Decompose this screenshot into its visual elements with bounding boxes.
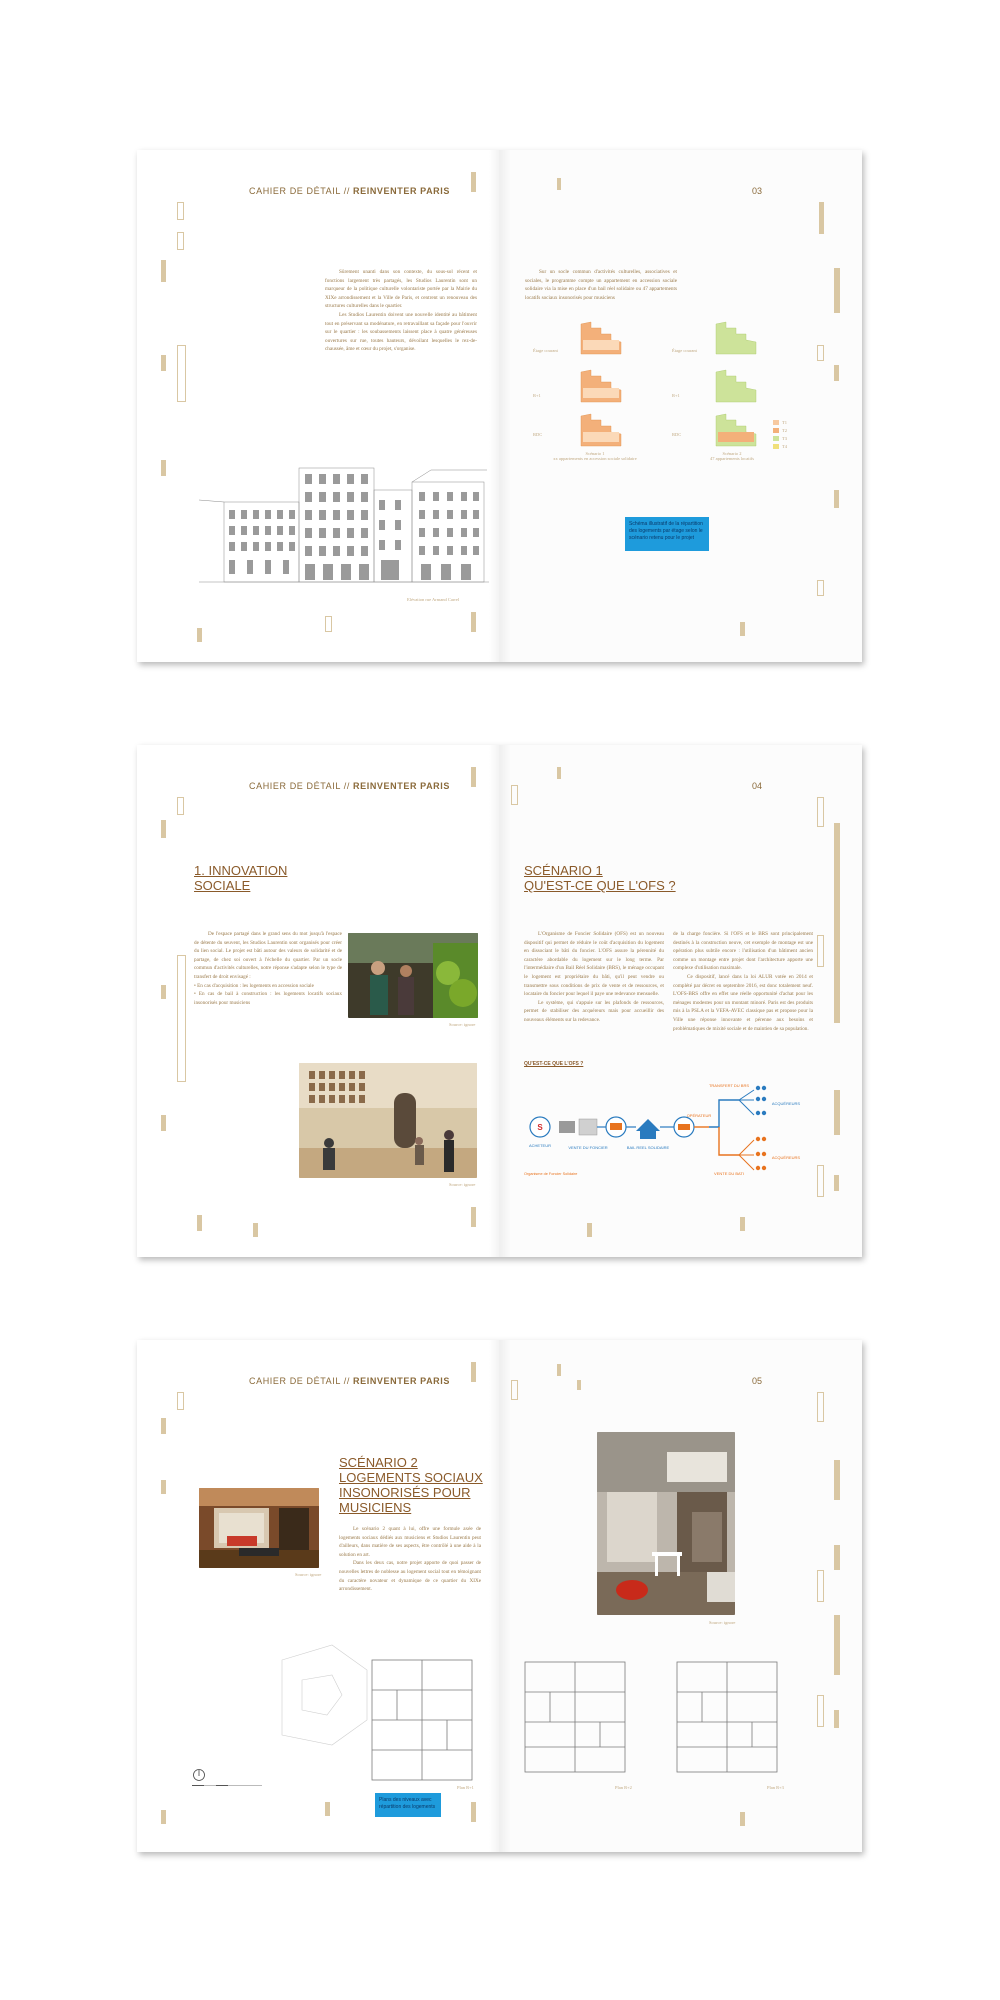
blue-annotation-note: Schéma illustratif de la répartition des logements par étage selon le scénario retenu pour le projet — [625, 517, 709, 551]
bullet-item: • En cas d'acquisition : les logements en accession sociale — [194, 982, 314, 989]
deco-outline-bar — [177, 345, 186, 402]
photo-caption: Source: ignore — [449, 1022, 476, 1027]
deco-bar — [557, 178, 561, 190]
deco-bar — [161, 820, 166, 838]
deco-bar — [834, 490, 839, 508]
bullet-item: • En cas de bail à construction : les logements locatifs sociaux insonorisés pour musiciens — [194, 991, 342, 1006]
floor-label: R+1 — [533, 393, 541, 398]
spread-page-04 — [137, 745, 862, 1257]
scenario-2-text: Le scénario 2 quant à lui, offre une formule axée de logements sociaux dédiés aux musiciens et Studios Laurentin peut d'ailleurs, dans matière de ses aspects, être contrôlé à une aide à la solution en art. Dans les deux cas, notre projet apporte de quoi passer de nouvelles lettres de noblesse au logement social tout en témoignant du caractère novateur et dynamique de ce quartier du XIXe arrondissement. — [339, 1526, 481, 1593]
deco-bar — [471, 612, 476, 632]
deco-bar — [834, 1460, 840, 1500]
deco-bar — [740, 1812, 745, 1826]
diagram-caption-left: Scénario 1 xx appartements en accession sociale solidaire — [553, 451, 637, 461]
deco-outline-bar — [817, 797, 824, 827]
floor-diagram-scenario-2 — [712, 320, 762, 450]
plan-caption: Plan R+2 — [615, 1785, 632, 1790]
deco-outline-bar — [817, 1570, 824, 1602]
floor-plan-middle — [515, 1652, 635, 1782]
ofs-link[interactable]: QU'EST-CE QUE L'OFS ? — [524, 1061, 584, 1067]
svg-text:S: S — [537, 1123, 543, 1132]
floor-label: Étage courant — [533, 348, 558, 353]
deco-bar — [161, 1480, 166, 1494]
floor-plan-left — [272, 1640, 482, 1790]
ofs-text-col1: L'Organisme de Foncier Solidaire (OFS) est un nouveau dispositif qui permet de réduire le coût d'acquisition du logement en dissociant le bâti du foncier. L'OFS assure la pérennité du caractère abordable du logement sur le long terme. Par l'intermédiaire d'un Bail Réel Solidaire (BRS), le ménage occupant le logement est propriétaire du bâti, qu'il peut vendre ou transmettre sous conditions de prix de vente et de ressources, et locataire du foncier pour lequel il paye une redevance mensuelle. Le système, qui s'appuie sur les plafonds de ressources, permet de stabiliser des acquéreurs mais pour accueillir des nouveaux éléments sur la redevance. — [524, 931, 664, 1023]
section-title-scenario-1: SCÉNARIO 1 QU'EST-CE QUE L'OFS ? — [524, 863, 676, 893]
running-header: CAHIER DE DÉTAIL // REINVENTER PARIS — [249, 186, 450, 196]
photo-recording-studio — [199, 1488, 319, 1568]
deco-bar — [471, 1207, 476, 1227]
intro-text: Sûrement unanti dans son contexte, du sous-sol récent et fonctions largement très partagés, les Studios Laurentin sont un marqueur de la politique culturelle volontariste portée par la Mairie du XIXe arrondissement et la Ville de Paris, et centrent un renouveau des structures culturelles dans le quartier. Les Studios Laurentin doivent une nouvelle identité au bâtiment tout en préservant sa modénature, en retravaillant sa façade pour l'ouvrir sur le quartier : les soubassements laissent place à quatre généreuses ouvertures sur rue, toutes hauteurs, dévoilant lesquelles le rez-de-chaussée, âme et cœur du projet, s'organise. — [325, 269, 477, 353]
deco-bar — [161, 260, 166, 282]
photo-people-plants — [348, 933, 478, 1018]
innovation-text: De l'espace partagé dans le grand sens du mot jusqu'à l'espace de détente du seuvent, les Studios Laurentin sont organisés pour créer du lien social. Le projet est bâti autour des valeurs de solidarité et de partage, de chez soi ouvert à l'échelle du quartier. Par un socle commun d'activités culturelles, notre réponse s'adapte selon le type de transfert de droit envisagé : • En cas d'acquisition : les logements en accession sociale • En cas de bail à construction : les logements locatifs sociaux insonorisés pour musiciens — [194, 931, 342, 1006]
ofs-footnote: Organisme de Foncier Solidaire — [524, 1172, 578, 1176]
deco-bar — [577, 1380, 581, 1390]
left-page — [137, 150, 499, 662]
elevation-caption: Elévation rue Armand Carrel — [407, 597, 460, 602]
deco-bar — [834, 823, 840, 1023]
floor-diagram-scenario-1 — [577, 320, 627, 450]
deco-bar — [161, 460, 166, 476]
legend-item: T1 — [773, 418, 787, 426]
acheteur-label: ACHETEUR — [528, 1143, 552, 1148]
diagram-caption-right: Scénario 2 47 appartements locatifs — [710, 451, 754, 461]
acquereur-label: ACQUÉREURS — [771, 1155, 801, 1160]
photo-caption: Source: ignore — [709, 1620, 736, 1625]
legend-item: T3 — [773, 434, 787, 442]
deco-bar — [471, 1362, 476, 1382]
photo-caption: Source: ignore — [449, 1182, 476, 1187]
vente-bati-label: VENTE DU BATI — [714, 1171, 744, 1176]
deco-bar — [471, 767, 476, 787]
deco-bar — [740, 622, 745, 636]
scale-bar-icon — [192, 1784, 262, 1788]
legend-item: T2 — [773, 426, 787, 434]
deco-outline-bar — [177, 955, 186, 1082]
floor-label: RDC — [672, 432, 682, 437]
page-number: 05 — [751, 1376, 762, 1386]
floor-label: Étage courant — [672, 348, 697, 353]
plan-caption: Plan R+1 — [457, 1785, 474, 1790]
program-text: Sur un socle commun d'activités culturelles, associatives et sociales, le programme compte un appartement en accession sociale solidaire via la mise en place d'un bail réel solidaire ou 47 appartements locatifs sociaux insonorisés pour musiciens — [525, 269, 677, 301]
deco-bar — [834, 1710, 839, 1728]
legend-item: T4 — [773, 442, 787, 450]
deco-bar — [471, 172, 476, 192]
deco-bar — [161, 1115, 166, 1131]
deco-bar — [834, 1090, 840, 1135]
deco-bar — [834, 365, 839, 381]
ofs-text-col2: de la charge foncière. Si l'OFS et le BRS sont principalement destinés à la construction neuve, cet exemple de montage est une opération plus subtile encore : l'utilisation d'un bâtiment ancien comme un montage entre projet dont l'architecture apporte une complexe d'utilisation maximale. Ce dispositif, lancé dans la loi ALUR votée en 2014 et complété par décret en septembre 2016, est donc totalement neuf. L'OFS-BRS offre en effet une réelle opportunité d'achat pour les ménages modestes pour un montant minoré. Paris est des produits mis à la PSLA et la VEFA-AVEC classique pas et propose pour la Ville une réponse innovante et pérenne aux besoins et problématiques de mixité sociale et de maintien de sa population. — [673, 931, 813, 1032]
deco-bar — [161, 355, 166, 371]
deco-bar — [471, 1802, 476, 1822]
plan-caption: Plan R+3 — [767, 1785, 784, 1790]
operateur-label: OPÉRATEUR — [686, 1113, 712, 1118]
deco-bar — [161, 985, 166, 999]
deco-bar — [161, 1418, 166, 1434]
deco-bar — [253, 1223, 258, 1237]
spread-page-05 — [137, 1340, 862, 1852]
deco-bar — [197, 628, 202, 642]
building-elevation-drawing — [199, 460, 489, 585]
deco-outline-bar — [511, 785, 518, 805]
acquereur-label: ACQUÉREURS — [771, 1101, 801, 1106]
deco-bar — [557, 767, 561, 779]
section-title-scenario-2: SCÉNARIO 2 LOGEMENTS SOCIAUX INSONORISÉS POUR MUSICIENS — [339, 1455, 483, 1515]
deco-bar — [834, 1615, 840, 1675]
spread-page-03 — [137, 150, 862, 662]
floor-label: RDC — [533, 432, 543, 437]
deco-outline-bar — [817, 345, 824, 361]
running-header: CAHIER DE DÉTAIL // REINVENTER PARIS — [249, 1376, 450, 1386]
deco-bar — [161, 1810, 166, 1824]
floor-plan-right — [667, 1652, 787, 1782]
floor-label: R+1 — [672, 393, 680, 398]
right-page — [499, 150, 862, 662]
deco-outline-bar — [817, 580, 824, 596]
section-title-innovation-sociale: 1. INNOVATION SOCIALE — [194, 863, 288, 893]
type-legend — [773, 418, 787, 450]
page-fold — [489, 150, 511, 662]
blue-annotation-note: Plans des niveaux avec répartition des logements — [375, 1793, 441, 1817]
transfert-label: TRANSFERT DU BRS — [708, 1083, 750, 1088]
vente-foncier-label: VENTE DU FONCIER — [568, 1145, 608, 1150]
page-fold — [489, 1340, 511, 1852]
deco-bar — [197, 1215, 202, 1231]
deco-outline-bar — [177, 797, 184, 815]
deco-bar — [834, 1545, 840, 1570]
page-number: 03 — [751, 186, 762, 196]
deco-bar — [819, 202, 824, 234]
deco-outline-bar — [817, 1695, 824, 1727]
deco-bar — [325, 1802, 330, 1816]
deco-outline-bar — [177, 1392, 184, 1410]
deco-outline-bar — [177, 202, 184, 220]
deco-bar — [834, 268, 840, 313]
deco-bar — [740, 1217, 745, 1231]
deco-outline-bar — [325, 616, 332, 632]
deco-outline-bar — [817, 1165, 824, 1197]
deco-outline-bar — [511, 1380, 518, 1400]
ofs-process-diagram — [524, 1075, 814, 1185]
photo-caption: Source: ignore — [295, 1572, 322, 1577]
page-fold — [489, 745, 511, 1257]
bail-label: BAIL REEL SOLIDAIRE — [626, 1145, 670, 1150]
deco-bar — [834, 1175, 839, 1191]
deco-outline-bar — [817, 935, 824, 967]
page-number: 04 — [751, 781, 762, 791]
deco-bar — [587, 1223, 592, 1237]
deco-outline-bar — [177, 232, 184, 250]
photo-apartment-interior — [597, 1432, 735, 1615]
elevation-windows — [229, 474, 479, 580]
photo-library-interior — [299, 1063, 477, 1178]
deco-outline-bar — [817, 1392, 824, 1422]
deco-bar — [557, 1364, 561, 1376]
running-header: CAHIER DE DÉTAIL // REINVENTER PARIS — [249, 781, 450, 791]
north-arrow-icon — [192, 1768, 206, 1782]
